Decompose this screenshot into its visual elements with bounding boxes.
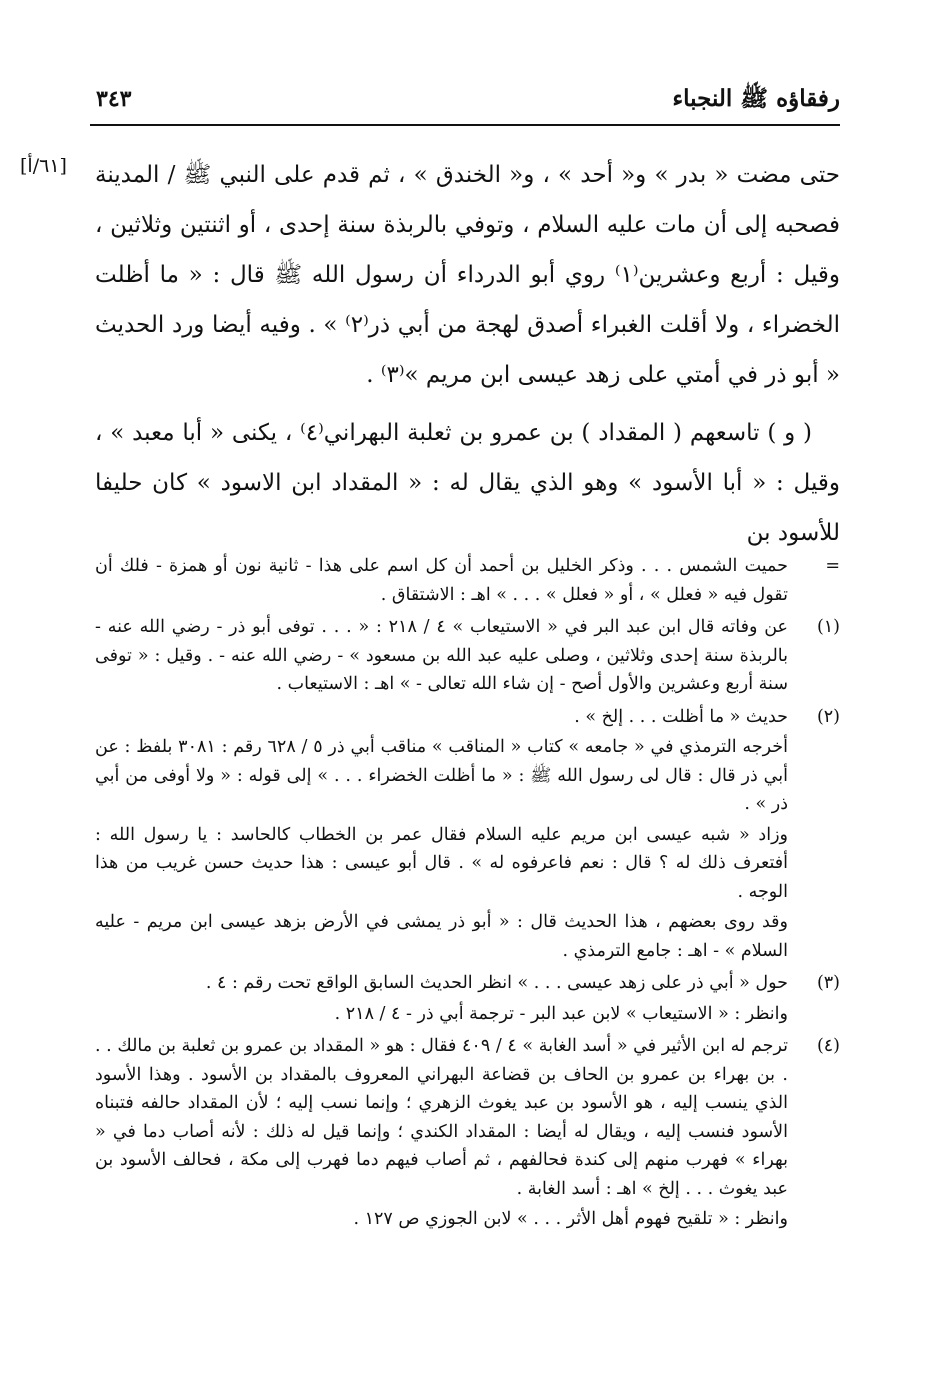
page-number: ٣٤٣	[96, 86, 132, 112]
footnote-paragraph: حديث « ما أظلت . . . إلخ » .	[574, 706, 788, 727]
main-paragraph-1: حتى مضت « بدر » و« أحد » ، و« الخندق » ، ثم قدم على النبي ﷺ / المدينة فصحبه إلى أن مات عليه السلام ، وتوفي بالربذة سنة إحدى ، أو اثنتين وثلاثين ، وقيل : أربع وعشرين⁽١⁾ روي أبو الدرداء أن رسول الله ﷺ قال : « ما أظلت الخضراء ، ولا أقلت الغبراء أصدق لهجة من أبي ذر⁽٢⁾ » . وفيه أيضا ورد الحديث « أبو ذر في أمتي على زهد عيسى ابن مريم »⁽٣⁾ .	[95, 162, 840, 388]
footnote-mark: (٤)	[816, 1036, 840, 1056]
header-rule	[90, 124, 840, 126]
main-text	[95, 150, 840, 558]
page-header	[90, 84, 840, 124]
footnotes	[95, 552, 840, 1238]
footnote-mark: (٢)	[816, 706, 840, 727]
footnote-paragraph: حول « أبي ذر على زهد عيسى . . . » انظر الحديث السابق الواقع تحت رقم : ٤ .	[205, 973, 788, 993]
footnote-4	[95, 1032, 840, 1234]
footnote-mark: (١)	[816, 617, 840, 637]
footnote-paragraph: أخرجه الترمذي في « جامعه » كتاب « المناقب » مناقب أبي ذر ٥ / ٦٢٨ رقم : ٣٠٨١ بلفظ : عن أبي ذر قال : قال لى رسول الله ﷺ : « ما أظلت الخضراء . . . » إلى قوله : « ولا أوفى من أبي ذر » .	[95, 737, 788, 814]
footnote-3	[95, 969, 840, 1028]
footnote-paragraph: وانظر : « تلقيح فهوم أهل الأثر . . . » لابن الجوزي ص ١٢٧ .	[353, 1209, 788, 1229]
footnote-paragraph: وقد روى بعضهم ، هذا الحديث قال : « أبو ذر يمشى في الأرض بزهد عيسى ابن مريم - عليه السلام » - اهـ : جامع الترمذي .	[95, 912, 788, 961]
footnote-paragraph: ترجم له ابن الأثير في « أسد الغابة » ٤ / ٤٠٩ فقال : هو « المقداد بن عمرو بن ثعلبة بن مالك . . . بن بهراء بن عمرو بن الحاف بن قضاعة البهراني المعروف بالمقداد بن الأسود . وهذا الأسود الذي ينسب إليه ، هو الأسود بن عبد يغوث الزهري ؛ وإنما نسب إليه ؛ لأن المقداد حالفه فتبناه الأسود فنسب إليه ، ويقال له أيضا : المقداد الكندي ؛ وإنما قيل له ذلك : لأنه أصاب دما في « بهراء » فهرب منهم إلى كندة فحالفهم ، ثم أصاب فيهم دما فهرب إلى مكة ، فحالف الأسود بن عبد يغوث . . . إلخ » اهـ : أسد الغابة .	[95, 1036, 788, 1199]
marginal-folio-reference: [٦١/أ]	[20, 155, 67, 177]
footnote-1	[95, 613, 840, 699]
footnote-paragraph: وزاد « شبه عيسى ابن مريم عليه السلام فقال عمر بن الخطاب كالحاسد : يا رسول الله : أفتعرف ذلك له ؟ قال : نعم فاعرفوه له » . قال أبو عيسى : هذا حديث حسن غريب من هذا الوجه .	[95, 824, 788, 902]
footnote-continued	[95, 552, 840, 609]
main-paragraph-2: ( و ) تاسعهم ( المقداد ) بن عمرو بن ثعلبة البهراني⁽٤⁾ ، يكنى « أبا معبد » ، وقيل : « أبا الأسود » وهو الذي يقال له : « المقداد ابن الاسود » كان حليفا للأسود بن	[95, 420, 840, 546]
footnote-mark: =	[825, 556, 840, 576]
footnote-2	[95, 703, 840, 966]
footnote-paragraph: وانظر : « الاستيعاب » لابن عبد البر - ترجمة أبي ذر - ٤ / ٢١٨ .	[334, 1003, 788, 1024]
footnote-paragraph: عن وفاته قال ابن عبد البر في « الاستيعاب » ٤ / ٢١٨ : « . . . توفى أبو ذر - رضي الله عنه - بالربذة سنة إحدى وثلاثين ، وصلى عليه عبد الله بن مسعود » - رضي الله عنه - . وقيل : « توفى سنة أربع وعشرين والأول أصح - إن شاء الله تعالى - » اهـ : الاستيعاب .	[95, 617, 789, 694]
running-title: رفقاؤه ﷺ النجباء	[672, 85, 840, 112]
footnote-mark: (٣)	[816, 973, 840, 993]
footnote-paragraph: حميت الشمس . . . وذكر الخليل بن أحمد أن كل اسم على هذا - ثانية نون أو همزة - فلك أن تقول فيه « فعلل » ، أو « فعلل » . . . » اهـ : الاشتقاق .	[95, 556, 788, 605]
